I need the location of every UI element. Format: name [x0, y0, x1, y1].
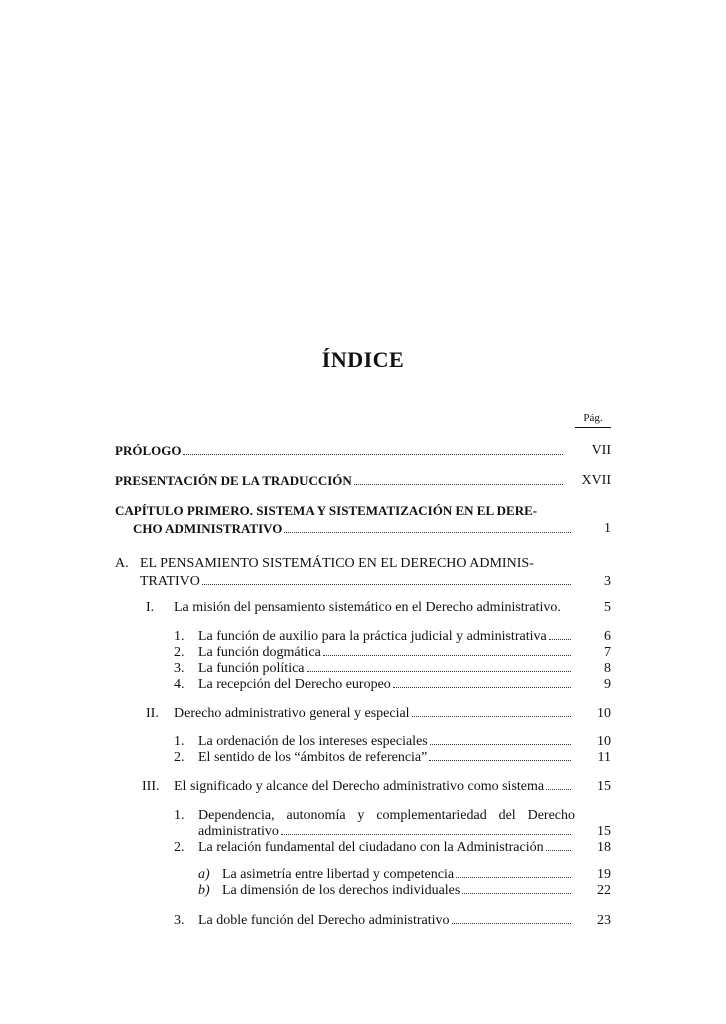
dot-leader [430, 744, 571, 745]
toc-page-number: 23 [597, 913, 611, 928]
toc-entry-text: La doble función del Derecho administrativo [198, 913, 450, 928]
toc-entry-number: I. [146, 600, 155, 615]
toc-page-number: 5 [604, 600, 611, 615]
toc-entry-text: La relación fundamental del ciudadano con la Administración [198, 840, 544, 855]
toc-entry-text-line1: Dependencia, autonomía y complementariedad del Derecho [198, 808, 575, 823]
toc-entry-number: 3. [174, 913, 185, 928]
toc-entry-text-line1: CAPÍTULO PRIMERO. SISTEMA Y SISTEMATIZACIÓN EN EL DERE- [115, 503, 538, 518]
toc-entry-number: b) [198, 883, 210, 898]
toc-entry-i[interactable] [146, 600, 611, 618]
dot-leader [452, 923, 571, 924]
toc-page-number: 3 [604, 574, 611, 589]
toc-entry-presentacion[interactable] [115, 473, 611, 491]
toc-page-number: 10 [597, 734, 611, 749]
toc-entry-ii2[interactable] [174, 750, 611, 768]
toc-page-number: 19 [597, 867, 611, 882]
toc-page-number: 9 [604, 677, 611, 692]
toc-entry-text: La asimetría entre libertad y competencia [222, 867, 455, 882]
toc-page-number: 6 [604, 629, 611, 644]
toc-entry-text: La función de auxilio para la práctica judicial y administrativa [198, 629, 547, 644]
toc-entry-iii2[interactable] [174, 840, 611, 858]
dot-leader [183, 454, 563, 455]
dot-leader [549, 639, 571, 640]
toc-entry-a[interactable] [115, 556, 611, 592]
toc-entry-iii2b[interactable] [198, 883, 611, 901]
toc-page-number: 15 [597, 779, 611, 794]
toc-entry-text-line2: TRATIVO [140, 574, 200, 589]
toc-page-number: 7 [604, 645, 611, 660]
toc-entry-text: La recepción del Derecho europeo [198, 677, 391, 692]
toc-entry-prologo[interactable] [115, 443, 611, 461]
toc-entry-text: La función política [198, 661, 305, 676]
toc-page-number: 10 [597, 706, 611, 721]
toc-entry-number: II. [146, 706, 159, 721]
toc-page-number: 15 [597, 824, 611, 839]
toc-entry-text-line2: administrativo [198, 824, 279, 839]
dot-leader [456, 877, 571, 878]
dot-leader [462, 893, 571, 894]
toc-entry-number: 2. [174, 645, 185, 660]
toc-entry-text-line2: CHO ADMINISTRATIVO [133, 521, 283, 536]
toc-entry-text: La función dogmática [198, 645, 321, 660]
dot-leader [354, 484, 563, 485]
toc-page-number: 11 [597, 750, 611, 765]
toc-entry-number: 1. [174, 629, 185, 644]
page-title: ÍNDICE [321, 347, 405, 372]
toc-entry-text: El sentido de los “ámbitos de referencia” [198, 750, 428, 765]
toc-entry-iii1[interactable] [174, 808, 611, 844]
toc-entry-text-line1: EL PENSAMIENTO SISTEMÁTICO EN EL DERECHO ADMINIS- [140, 556, 534, 571]
toc-page-number: VII [591, 443, 611, 458]
dot-leader [281, 834, 571, 835]
toc-entry-capitulo[interactable] [115, 503, 611, 539]
dot-leader [284, 532, 571, 533]
toc-entry-text: La dimensión de los derechos individuales [222, 883, 461, 898]
toc-entry-ii[interactable] [146, 706, 611, 724]
toc-entry-iii[interactable] [142, 779, 611, 797]
toc-entry-text: La ordenación de los intereses especiales [198, 734, 428, 749]
dot-leader [393, 687, 571, 688]
toc-entry-text: El significado y alcance del Derecho administrativo como sistema [174, 779, 545, 794]
dot-leader [546, 789, 571, 790]
dot-leader [412, 716, 571, 717]
toc-entry-number: 1. [174, 808, 185, 823]
dot-leader [429, 760, 571, 761]
toc-page-number: XVII [581, 473, 611, 488]
dot-leader [307, 671, 571, 672]
toc-page-number: 18 [597, 840, 611, 855]
toc-entry-number: 2. [174, 840, 185, 855]
toc-entry-text: PRESENTACIÓN DE LA TRADUCCIÓN [115, 473, 352, 488]
toc-entry-iii3[interactable] [174, 913, 611, 931]
toc-entry-number: 4. [174, 677, 185, 692]
toc-entry-text: La misión del pensamiento sistemático en el Derecho administrativo. [174, 600, 561, 615]
toc-page-number: 1 [604, 521, 611, 536]
toc-entry-number: 2. [174, 750, 185, 765]
toc-entry-number: A. [115, 556, 129, 571]
toc-entry-number: a) [198, 867, 210, 882]
toc-page-number: 8 [604, 661, 611, 676]
toc-entry-number: 1. [174, 734, 185, 749]
toc-entry-i4[interactable] [174, 677, 611, 695]
dot-leader [323, 655, 571, 656]
page-column-header: Pág. [575, 412, 611, 428]
toc-entry-text: Derecho administrativo general y especial [174, 706, 410, 721]
dot-leader [202, 584, 571, 585]
toc-entry-text: PRÓLOGO [115, 443, 182, 458]
toc-page-number: 22 [597, 883, 611, 898]
dot-leader [546, 850, 571, 851]
toc-entry-number: 3. [174, 661, 185, 676]
toc-entry-number: III. [142, 779, 160, 794]
